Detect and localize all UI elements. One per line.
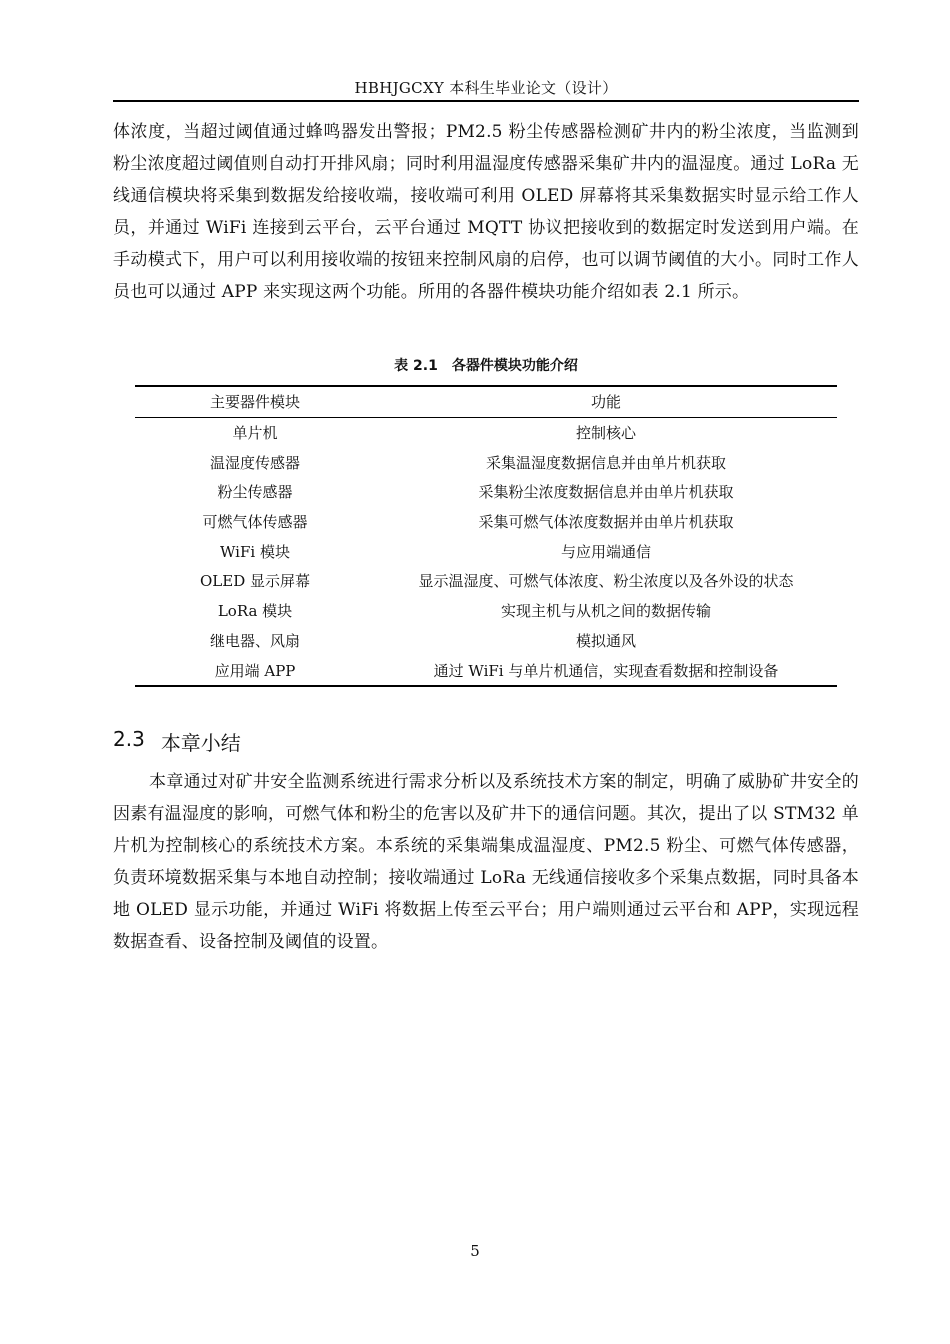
table-cell-module: 粉尘传感器 [217,483,293,502]
table-header-function: 功能 [590,393,621,412]
page-number: 5 [470,1242,480,1260]
table-row [135,447,837,477]
body-paragraph-1: 体浓度，当超过阈值通过蜂鸣器发出警报；PM2.5 粉尘传感器检测矿井内的粉尘浓度，当监测到粉尘浓度超过阈值则自动打开排风扇；同时利用温湿度传感器采集矿井内的温湿度。通过 LoRa 无线通信模块将采集到数据发给接收端，接收端可利用 OLED 屏幕将其采集数据实时显示给工作人员，并通过 WiFi 连接到云平台，云平台通过 MQTT 协议把接收到的数据定时发送到用户端。在手动模式下，用户可以利用接收端的按钮来控制风扇的启停，也可以调节阈值的大小。同时工作人员也可以通过 APP 来实现这两个功能。所用的各器件模块功能介绍如表 2.1 所示。 [113,122,859,302]
table-cell-module: 可燃气体传感器 [202,513,308,532]
table-cell-function: 模拟通风 [575,631,636,650]
table-header-module: 主要器件模块 [209,393,300,412]
table-cell-function: 采集温湿度数据信息并由单片机获取 [485,453,726,472]
table-cell-function: 通过 WiFi 与单片机通信，实现查看数据和控制设备 [433,661,779,680]
table-row [135,655,837,686]
header-rule [113,100,859,102]
table-cell-module: OLED 显示屏幕 [199,572,310,591]
table-caption: 表 2.1 各器件模块功能介绍 [394,358,578,374]
table-cell-function: 显示温湿度、可燃气体浓度、粉尘浓度以及各外设的状态 [418,572,794,591]
section-heading [113,727,241,756]
table-cell-module: 温湿度传感器 [209,453,300,472]
table-cell-module: 继电器、风扇 [209,631,300,650]
section-title: 本章小结 [160,731,241,755]
table-cell-module: 单片机 [232,424,278,443]
table-header-row [135,386,837,417]
table-row [135,417,837,447]
table-cell-module: LoRa 模块 [217,602,293,621]
table-cell-function: 实现主机与从机之间的数据传输 [500,602,711,621]
page-header: HBHJGCXY 本科生毕业论文（设计） [354,79,618,97]
table-row [135,536,837,566]
table-cell-module: WiFi 模块 [220,542,290,561]
body-paragraph-2: 本章通过对矿井安全监测系统进行需求分析以及系统技术方案的制定，明确了威胁矿井安全的因素有温湿度的影响，可燃气体和粉尘的危害以及矿井下的通信问题。其次，提出了以 STM32 单片机为控制核心的系统技术方案。本系统的采集端集成温湿度、PM2.5 粉尘、可燃气体传感器，负责环境数据采集与本地自动控制；接收端通过 LoRa 无线通信接收多个采集点数据，同时具备本地 OLED 显示功能，并通过 WiFi 将数据上传至云平台；用户端则通过云平台和 APP，实现远程数据查看、设备控制及阈值的设置。 [113,772,859,952]
table-row [135,626,837,656]
module-function-table [135,385,837,687]
table-row [135,566,837,596]
table-row [135,507,837,537]
table-cell-function: 采集粉尘浓度数据信息并由单片机获取 [478,483,734,502]
table-cell-module: 应用端 APP [214,661,296,680]
section-number: 2.3 [113,727,145,751]
table-cell-function: 采集可燃气体浓度数据并由单片机获取 [478,513,734,532]
table-cell-function: 与应用端通信 [560,542,651,561]
table-row [135,477,837,507]
table-cell-function: 控制核心 [575,424,636,443]
table-row [135,596,837,626]
